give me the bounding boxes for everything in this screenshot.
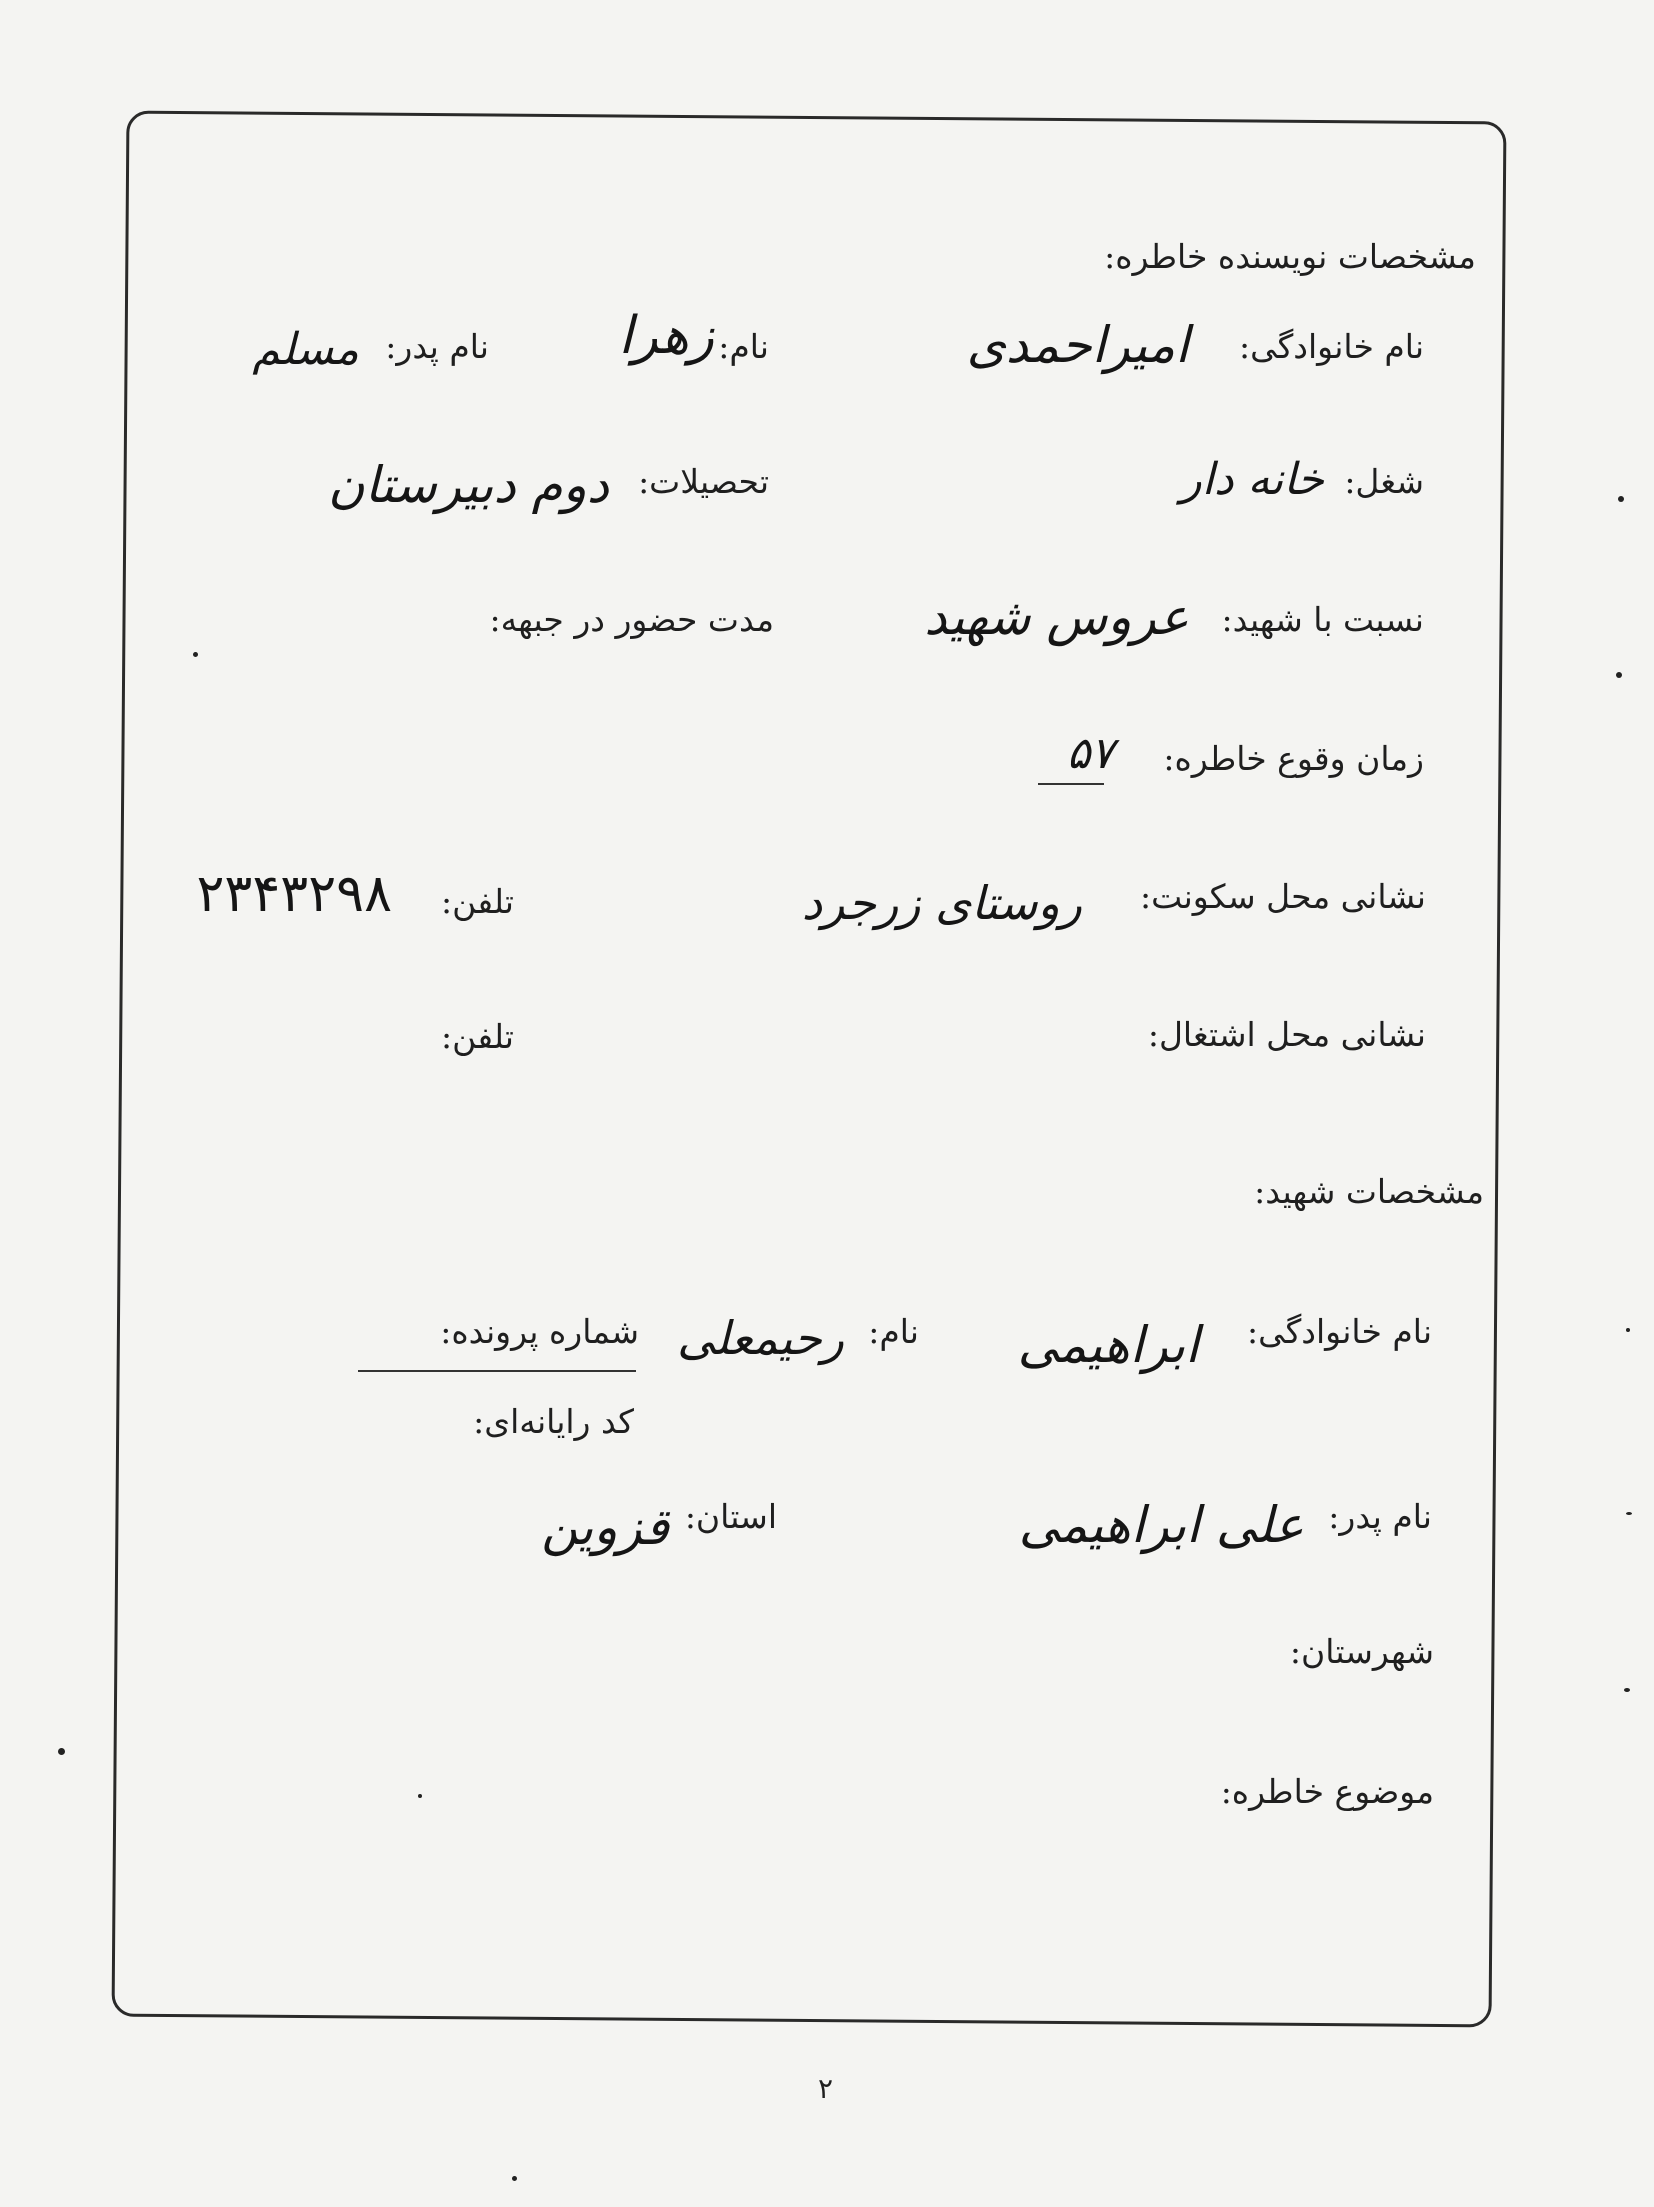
writer-time-value: ۵۷ (1066, 728, 1114, 779)
martyr-province-label: استان: (684, 1497, 777, 1536)
scan-speck (1626, 1512, 1632, 1515)
scan-speck (512, 2176, 517, 2181)
writer-father-label: نام پدر: (385, 327, 489, 366)
martyr-name-label: نام: (868, 1312, 919, 1351)
writer-phone-value: ۲۳۴۳۲۹۸ (196, 864, 392, 924)
writer-time-label: زمان وقوع خاطره: (1163, 739, 1424, 778)
writer-family-label: نام خانوادگی: (1238, 327, 1424, 366)
writer-home-address-value: روستای زرجرد (801, 876, 1082, 930)
martyr-father-value: علی ابراهیمی (1018, 1496, 1304, 1554)
martyr-name-value: رحیمعلی (677, 1311, 844, 1365)
writer-work-address-label: نشانی محل اشتغال: (1147, 1015, 1426, 1054)
martyr-family-value: ابراهیمی (1017, 1316, 1199, 1374)
writer-education-value: دوم دبیرستان (327, 456, 609, 514)
writer-name-label: نام: (718, 327, 769, 366)
scan-speck (1618, 496, 1624, 502)
martyr-city-label: شهرستان: (1289, 1632, 1434, 1671)
writer-relation-label: نسبت با شهید: (1221, 600, 1424, 639)
writer-job-label: شغل: (1344, 462, 1424, 501)
writer-front-duration-label: مدت حضور در جبهه: (489, 600, 774, 639)
writer-section-title: مشخصات نویسنده خاطره: (1104, 237, 1476, 276)
writer-home-address-label: نشانی محل سکونت: (1140, 877, 1426, 916)
martyr-file-number-label: شماره پرونده: (440, 1312, 639, 1351)
writer-relation-value: عروس شهید (924, 588, 1189, 646)
writer-family-value: امیراحمدی (966, 316, 1189, 374)
writer-time-underline (1038, 783, 1104, 785)
page-number: ۲ (818, 2072, 834, 2105)
martyr-memory-topic-label: موضوع خاطره: (1220, 1772, 1434, 1811)
writer-phone-label: تلفن: (440, 882, 514, 921)
scan-speck (1616, 672, 1622, 678)
martyr-computer-code-label: کد رایانه‌ای: (473, 1402, 634, 1441)
form-border (112, 111, 1507, 2028)
writer-name-value: زهرا (618, 306, 714, 366)
martyr-file-number-underline (358, 1370, 636, 1372)
writer-father-value: مسلم (252, 324, 359, 375)
martyr-family-label: نام خانوادگی: (1246, 1312, 1432, 1351)
scan-speck (58, 1748, 65, 1755)
writer-education-label: تحصیلات: (638, 462, 769, 501)
writer-job-value: خانه دار (1180, 454, 1324, 505)
scan-speck (418, 1794, 422, 1798)
martyr-father-label: نام پدر: (1328, 1497, 1432, 1536)
martyr-province-value: قزوین (541, 1498, 669, 1556)
writer-work-phone-label: تلفن: (440, 1017, 514, 1056)
martyr-section-title: مشخصات شهید: (1254, 1172, 1484, 1211)
scan-speck (1624, 1688, 1630, 1692)
scan-speck (1626, 1328, 1630, 1332)
scan-speck (193, 652, 198, 657)
